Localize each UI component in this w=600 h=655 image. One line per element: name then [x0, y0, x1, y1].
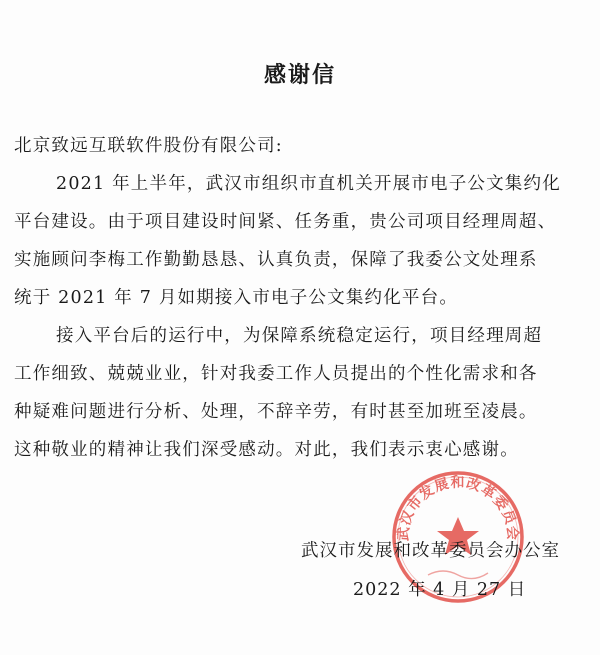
body-line: 种疑难问题进行分析、处理，不辞辛劳，有时甚至加班至凌晨。 — [14, 402, 538, 422]
body-line: 统于 2021 年 7 月如期接入市电子公文集约化平台。 — [14, 288, 459, 308]
letter-date: 2022 年 4 月 27 日 — [353, 580, 527, 600]
body-line: 工作细致、兢兢业业，针对我委工作人员提出的个性化需求和各 — [14, 364, 538, 384]
seal-text: 武汉市发展和改革委员会 — [395, 475, 521, 542]
signature-org: 武汉市发展和改革委员会办公室 — [301, 541, 560, 561]
body-line: 实施顾问李梅工作勤勤恳恳、认真负责，保障了我委公文处理系 — [14, 250, 538, 270]
body-line: 这种敬业的精神让我们深受感动。对此，我们表示衷心感谢。 — [14, 440, 519, 460]
body-line: 接入平台后的运行中，为保障系统稳定运行，项目经理周超 — [56, 326, 543, 346]
body-line: 2021 年上半年，武汉市组织市直机关开展市电子公文集约化 — [56, 174, 561, 194]
salutation: 北京致远互联软件股份有限公司: — [14, 136, 283, 156]
letter-title: 感谢信 — [263, 63, 336, 88]
body-line: 平台建设。由于项目建设时间紧、任务重，贵公司项目经理周超、 — [14, 212, 557, 232]
